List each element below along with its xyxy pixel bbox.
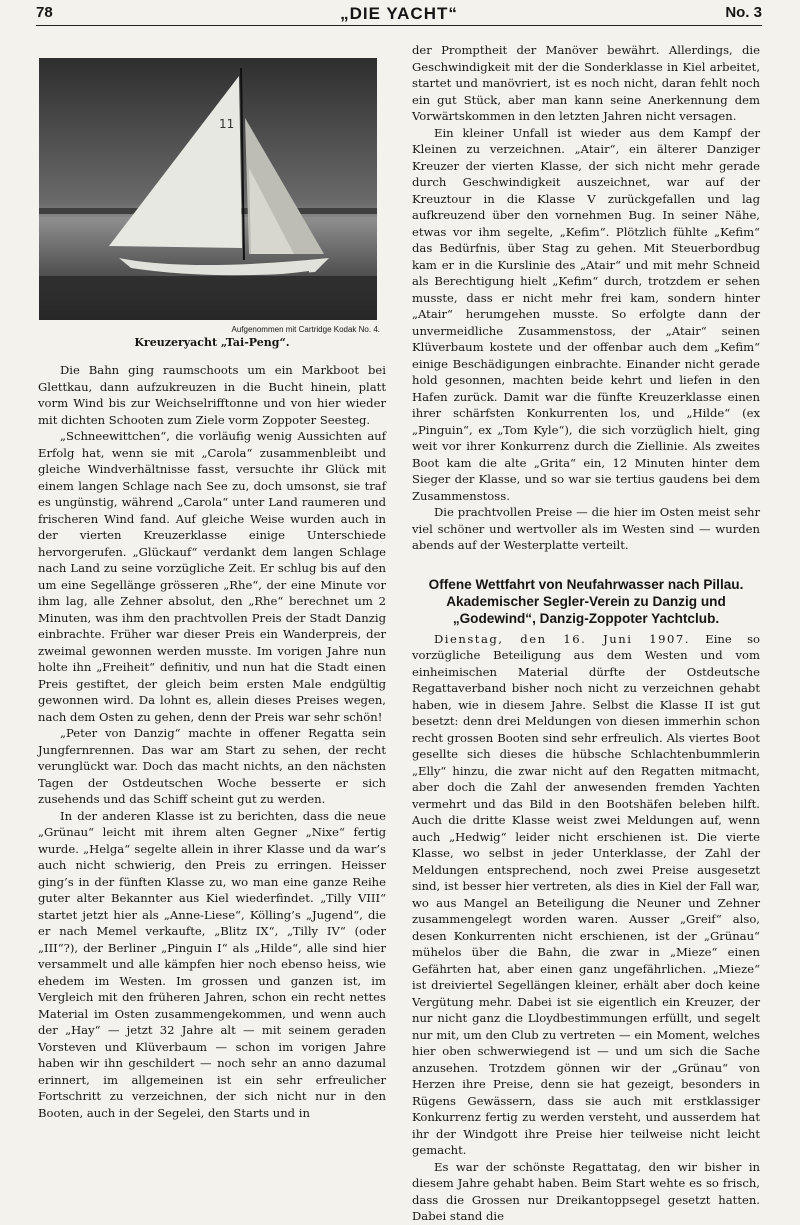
photo-caption: Kreuzeryacht „Tai-Peng“. xyxy=(134,336,290,349)
paragraph: Es war der schönste Regattatag, den wir bisher in diesem Jahre gehabt haben. Beim Start wehte es so frisch, dass die Grossen nur Dreikantoppsegel gesetzt hatten. Dabei stand die xyxy=(412,1159,760,1223)
journal-title: „DIE YACHT“ xyxy=(340,4,458,23)
paragraph: der Promptheit der Manöver bewährt. Allerdings, die Geschwindigkeit mit der die Sonderklasse in Kiel arbeitet, startet und manövriert, ist es noch nicht, daran fehlt noch ein gut Stück, aber man kann seine Anerkennung dem Vorwärtskommen in den letzten Jahren nicht versagen. xyxy=(412,43,760,123)
page-number: 78 xyxy=(36,4,53,21)
section-heading-line: „Godewind“, Danzig-Zoppoter Yachtclub. xyxy=(452,610,720,626)
dateline: Dienstag, den 16. Juni 1907. xyxy=(434,631,690,646)
paragraph: „Peter von Danzig“ machte in offener Regatta sein Jungfernrennen. Das war am Start zu sehen, der recht verunglückt war. Doch das macht nichts, an den nächsten Tagen der Ostdeutschen Woche besserte er sich zusehends und das Schiff scheint gut zu werden. xyxy=(38,726,386,806)
paragraph: Die prachtvollen Preise — die hier im Osten meist sehr viel schöner und wertvoller als im Westen sind — wurden abends auf der Westerplatte verteilt. xyxy=(412,505,760,552)
yacht-photograph xyxy=(39,58,377,320)
left-column xyxy=(38,42,386,1121)
paragraph xyxy=(412,631,760,1159)
paragraph: „Schneewittchen“, die vorläufig wenig Aussichten auf Erfolg hat, wenn sie mit „Carola“ zusammenbleibt und gleiche Windverhältnisse fasst, versuchte ihr Glück mit einem langen Schlage nach See zu, doch umsonst, sie traf es ungünstig, während „Carola“ unter Land raumeren und frischeren Wind fand. Auf gleiche Weise wurden auch in der vierten Kreuzerklasse einige Unterschiede hervorgerufen. „Glückauf“ verdankt dem langen Schlage nach Land zu seine vorzügliche Zeit. Er schlug bis auf den um eine Segellänge grösseren „Rhe“, der eine Minute vor ihm lag, alle Zehner absolut, den „Rhe“ berechnet um 2 Minuten, was ihm den prachtvollen Preis der Stadt Danzig einbrachte. Früher war dieser Preis ein Wanderpreis, der zweimal gewonnen werden musste. Im vorigen Jahre nun holte ihn „Freiheit“ definitiv, und nun hat die Stadt einen Preis gestiftet, der gleich beim ersten Male endgültig gewonnen wird. Da lohnt es, allein dieses Preises wegen, nach dem Osten zu gehen, denn der Preis war sehr schön! xyxy=(38,429,386,724)
photo-credit: Aufgenommen mit Cartridge Kodak No. 4. xyxy=(231,325,380,334)
paragraph: Die Bahn ging raumschoots um ein Markboot bei Glettkau, dann aufzukreuzen in die Bucht hinein, platt vorm Wind bis zur Weichselrifftonne und von hier wieder mit dichten Schooten zum Ziele vorm Zoppoter Seesteg. xyxy=(38,363,386,427)
right-column xyxy=(412,42,760,1225)
section-heading-line: Offene Wettfahrt von Neufahrwasser nach Pillau. xyxy=(428,576,744,592)
issue-number: No. 3 xyxy=(725,4,762,21)
section-heading xyxy=(412,576,760,627)
paragraph: In der anderen Klasse ist zu berichten, dass die neue „Grünau“ leicht mit ihrem alten Gegner „Nixe“ fertig wurde. „Helga“ segelte allein in ihrer Klasse und da war’s auch nicht schwierig, den Preis zu erringen. Heisser ging’s in der fünften Klasse zu, wo man eine ganze Reihe guter alter Bekannter aus Kiel wiederfindet. „Tilly VIII“ startet jetzt hier als „Anne-Liese“, Kölling’s „Jugend“, die er nach Memel verkaufte, „Blitz IX“, „Tilly IV“ (oder „III“?), der Berliner „Pinguin I“ als „Hilde“, alle sind hier versammelt und alle kämpfen hier noch ebenso heiss, wie ehedem im Westen. Im grossen und ganzen ist, im Vergleich mit den früheren Jahren, schon ein recht nettes Material im Osten zusammengekommen, und wenn auch der „Hay“ — jetzt 32 Jahre alt — mit seinem geraden Vorsteven und Klüverbaum — schon im vorigen Jahre haben wir ihn geschildert — noch sehr an anno dazumal erinnert, im allgemeinen ist ein sehr erfreulicher Fortschritt zu verzeichnen, der sich nicht nur in den Booten, auch in der Segelei, den Starts und in xyxy=(38,808,386,1120)
section-heading-line: Akademischer Segler-Verein zu Danzig und xyxy=(446,593,726,609)
paragraph-text: Eine so vorzügliche Beteiligung aus dem Westen und vom einheimischen Material dürfte der Ostdeutsche Regattaverband bisher noch nicht zu verzeichnen gehabt haben, wie in diesem Jahre. Selbst die Klasse II ist gut besetzt: denn drei Meldungen von diesen immerhin schon recht grossen Booten sind sehr erfreulich. Als viertes Boot gesellte sich dieses die hübsche Schlachtenbummlerin „Elly“ hinzu, die zwar nicht auf den Regatten mitmacht, aber doch die Zahl der anwesenden fremden Yachten vermehrt und das Bild in den Bootshäfen beleben hilft. Auch die dritte Klasse weist zwei Meldungen auf, wenn auch „Hedwig“ leider nicht erschienen ist. Die vierte Klasse, wo selbst in jeder Unterklasse, der Zahl der Meldungen entsprechend, noch zwei Preise ausgesetzt sind, ist besser hier vertreten, als dies in Kiel der Fall war, wo aus Mangel an Beteiligung die Neuner und Zehner zusammengelegt worden waren. Ausser „Greif“ also, desen Konkurrenten nicht erschienen, ist der „Grünau“ mühelos über die Bahn, die zwar in „Mieze“ einen Gefährten hat, aber einen ganz ungefährlichen. „Mieze“ ist dreiviertel Segellängen kleiner, erhält aber doch keine Vergütung mehr. Dabei ist sie eigentlich ein Kreuzer, der nur nicht ganz die Lloydbestimmungen erfüllt, und segelt nur mit, um den Club zu vertreten — ein Moment, welches hier oben schwerwiegend ist — und um sich die Sache anzusehen. Trotzdem gönnen wir der „Grünau“ von Herzen ihre Preise, denn sie hat gezeigt, besonders in Rügens Gewässern, dass sie auch mit erstklassiger Konkurrenz fertig zu werden versteht, und ausserdem hat ihr der Windgott ihre Preise hier teilweise nicht leicht gemacht. xyxy=(412,631,760,1157)
header-rule xyxy=(36,25,762,26)
paragraph: Ein kleiner Unfall ist wieder aus dem Kampf der Kleinen zu verzeichnen. „Atair“, ein älterer Danziger Kreuzer der vierten Klasse, der sich nicht mehr gerade durch Geschwindigkeit auszeichnet, war auf der Kreuztour in die Klasse V zurückgefallen und lag aufkreuzend über den vornehmen Bug. In seiner Nähe, etwas vor ihm segelte, „Kefim“. Plötzlich fühlte „Kefim“ das Bedürfnis, über Stag zu gehen. Mit Steuerbordbug kam er in die Kurslinie des „Atair“ und mit mehr Schneid als Berechtigung hielt „Kefim“ durch, trotzdem er sehen musste, dass er nicht mehr frei kam, sondern hinter „Atair“ herumgehen musste. So erfolgte dann der unvermeidliche Zusammenstoss, der „Atair“ seinen Klüverbaum kostete und der offenbar auch dem „Kefim“ einige Beschädigungen einbrachte. Einander nicht gerade hold gesonnen, machten beide kehrt und liefen in den Hafen zurück. Damit war die fünfte Kreuzerklasse einen ihrer schärfsten Konkurrenten los, und „Hilde“ (ex „Pinguin“, ex „Tom Kyle“), die sich vorzüglich hielt, ging weit vor ihrer Konkurrenz durch die Ziellinie. Als zweites Boot kam die alte „Grita“ ein, 12 Minuten hinter dem Sieger der Klasse, und so war sie tertius gaudens bei dem Zusammenstoss. xyxy=(412,125,760,503)
svg-text:11: 11 xyxy=(219,117,235,131)
